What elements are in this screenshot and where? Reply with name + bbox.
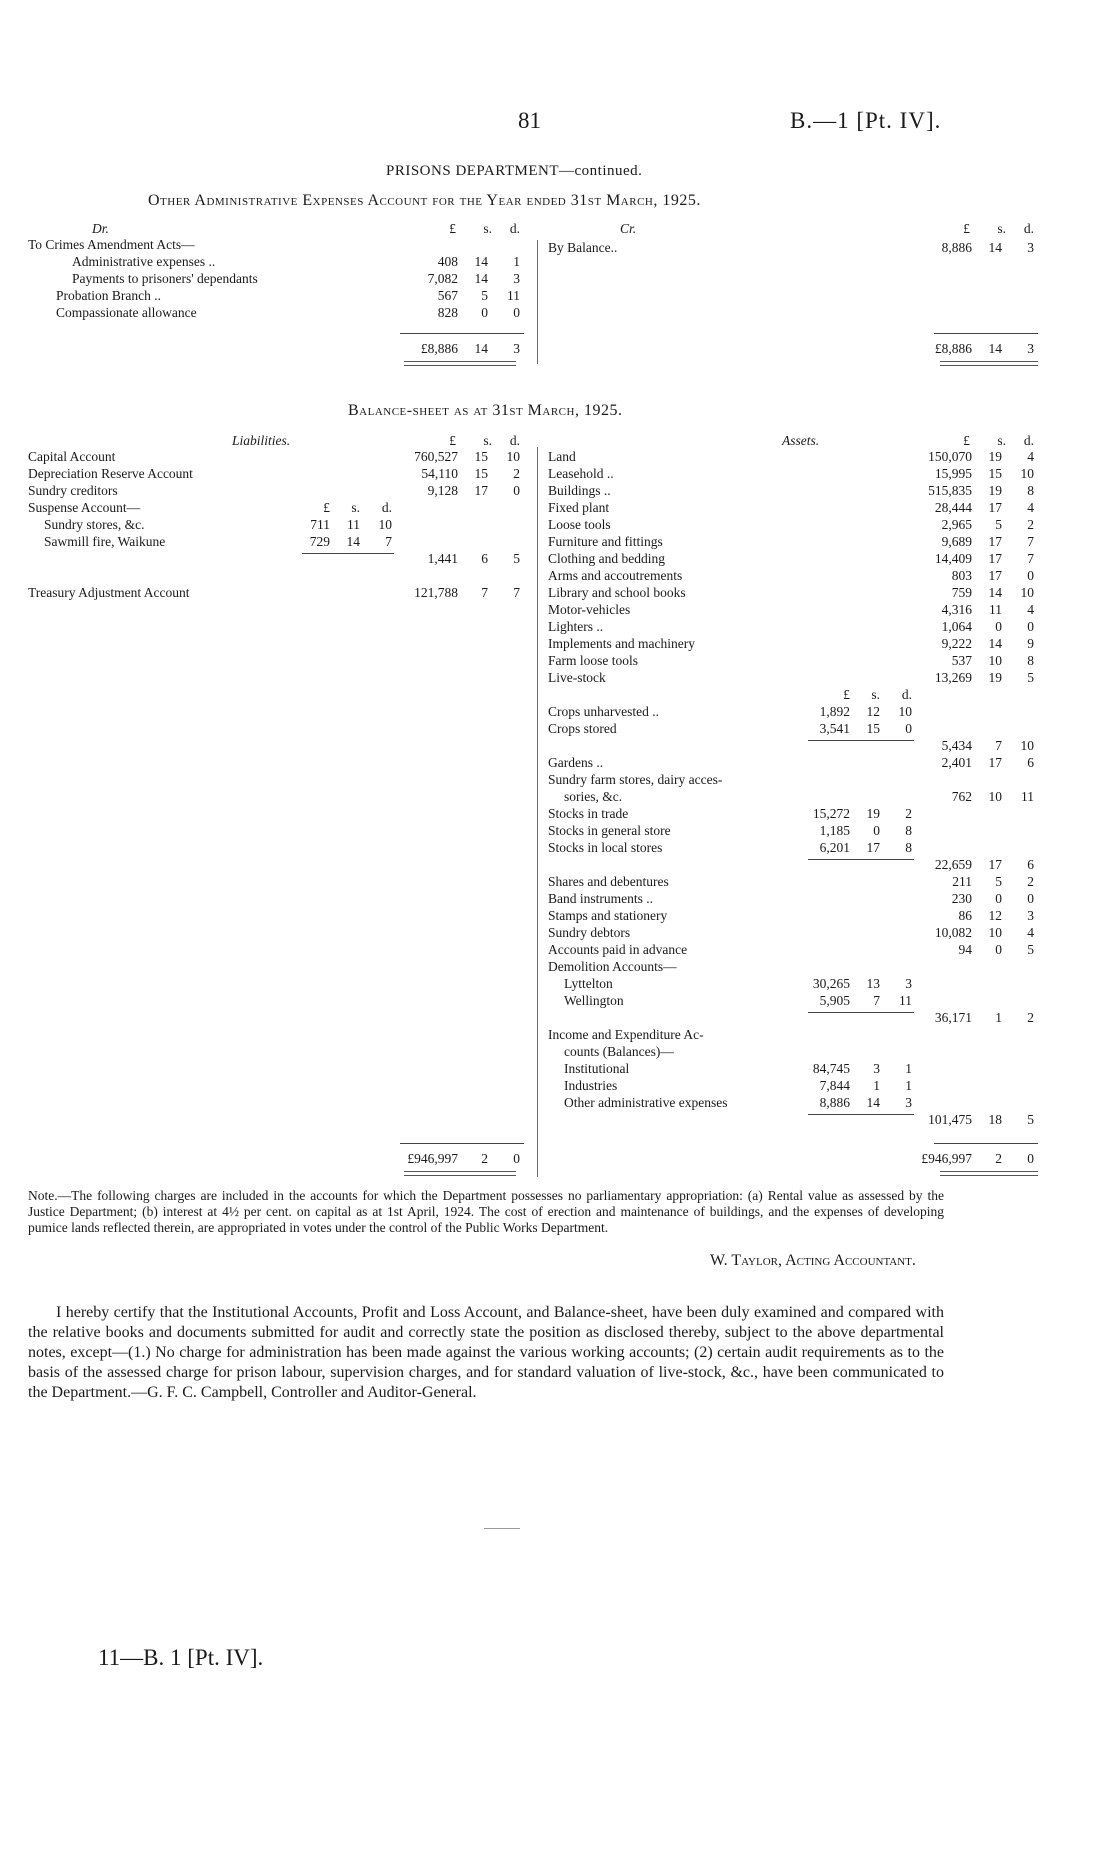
asset-pounds: 1,064 — [941, 619, 972, 634]
dr-col-s: s. — [483, 221, 492, 236]
asset-label: Loose tools — [548, 517, 611, 532]
asset-shillings: 0 — [995, 891, 1002, 906]
asset-shillings: 15 — [988, 466, 1002, 481]
dr-row-shillings: 14 — [474, 271, 488, 286]
cr-total-pounds: £8,886 — [934, 341, 972, 356]
asset-inner-pence: 11 — [899, 993, 912, 1008]
liability-pence: 7 — [513, 585, 520, 600]
document-reference: B.—1 [Pt. IV]. — [790, 108, 942, 133]
liability-inner-pence: d. — [381, 500, 392, 515]
dr-row-label: Probation Branch .. — [56, 288, 161, 303]
asset-label: Accounts paid in advance — [548, 942, 688, 957]
liab-col-s: s. — [483, 433, 492, 448]
asset-pence: 5 — [1027, 670, 1034, 685]
liability-label: Capital Account — [28, 449, 116, 464]
asset-label: Implements and machinery — [548, 636, 695, 651]
asset-total-top-rule — [934, 1143, 1038, 1144]
liability-pounds: 1,441 — [427, 551, 458, 566]
asset-label: Gardens .. — [548, 755, 604, 770]
asset-inner-pounds: 7,844 — [819, 1078, 850, 1093]
assets-label: Assets. — [782, 433, 820, 448]
asset-pence: 4 — [1027, 602, 1034, 617]
dr-total-double-rule — [404, 365, 516, 366]
department-title: PRISONS DEPARTMENT—continued. — [386, 163, 643, 179]
asset-label: Shares and debentures — [548, 874, 669, 889]
asset-label: Live-stock — [548, 670, 606, 685]
cr-row-pounds: 8,886 — [941, 240, 972, 255]
dr-row-pence: 1 — [513, 254, 520, 269]
dr-row-pounds: 7,082 — [427, 271, 458, 286]
asset-label: Stocks in trade — [548, 806, 629, 821]
asset-pence: 7 — [1027, 551, 1034, 566]
asset-label: Income and Expenditure Ac- — [548, 1027, 704, 1042]
asset-label: Crops stored — [548, 721, 617, 736]
asset-shillings: 19 — [988, 483, 1002, 498]
asset-pounds: 537 — [951, 653, 972, 668]
asset-pence: 6 — [1027, 857, 1034, 872]
asset-pounds: 230 — [951, 891, 972, 906]
asset-shillings: 10 — [988, 925, 1002, 940]
asset-inner-shillings: 0 — [873, 823, 880, 838]
asset-pence: 8 — [1027, 483, 1034, 498]
asset-shillings: 18 — [988, 1112, 1002, 1127]
cr-total-top-rule — [934, 333, 1038, 334]
liabilities-total-pounds: £946,997 — [407, 1151, 458, 1166]
asset-pounds: 101,475 — [928, 1112, 972, 1127]
asset-pounds: 211 — [952, 874, 972, 889]
asset-pounds: 86 — [958, 908, 972, 923]
liability-pounds: 9,128 — [427, 483, 458, 498]
liability-inner-shillings: 14 — [346, 534, 360, 549]
asset-inner-shillings: 7 — [873, 993, 880, 1008]
liabilities-total-shillings: 2 — [481, 1151, 488, 1166]
asset-subtotal-rule — [808, 1114, 914, 1115]
asset-subtotal-rule — [808, 740, 914, 741]
liab-total-top-rule — [400, 1143, 524, 1144]
asset-label: counts (Balances)— — [564, 1044, 674, 1059]
asset-inner-pence: 8 — [905, 840, 912, 855]
asset-label: Stocks in general store — [548, 823, 671, 838]
asset-pounds: 9,689 — [941, 534, 972, 549]
asset-pence: 0 — [1027, 568, 1034, 583]
audit-certificate: I hereby certify that the Institutional Accounts, Profit and Loss Account, and Balance-sheet, have been duly examined and compared with the relative books and documents submitted for audit and correctly state the position as disclosed thereby, subject to the above departmental notes, except—(1.) No charge for administration has been made against the various working accounts; (2) certain audit requirements as to the basis of the assessed charge for prison labour, supervision charges, and for standard valuation of live-stock, &c., have been communicated to the Department.—G. F. C. Campbell, Controller and Auditor-General. — [28, 1304, 944, 1401]
asset-pence: 6 — [1027, 755, 1034, 770]
asset-shillings: 10 — [988, 789, 1002, 804]
asset-pence: 4 — [1027, 449, 1034, 464]
account-divider — [537, 240, 538, 364]
liab-total-double-rule — [404, 1171, 516, 1172]
liability-inner-shillings: 11 — [347, 517, 360, 532]
cr-total-double-rule — [940, 365, 1038, 366]
cr-label: Cr. — [620, 221, 637, 236]
asset-pounds: 36,171 — [934, 1010, 972, 1025]
asset-pounds: 94 — [958, 942, 972, 957]
asset-inner-shillings: 3 — [873, 1061, 880, 1076]
asset-pounds: 13,269 — [934, 670, 972, 685]
asset-col-d: d. — [1023, 433, 1034, 448]
asset-label: Motor-vehicles — [548, 602, 631, 617]
asset-shillings: 17 — [988, 551, 1002, 566]
assets-total-pence: 0 — [1027, 1151, 1034, 1166]
asset-shillings: 1 — [995, 1010, 1002, 1025]
cr-col-d: d. — [1023, 221, 1034, 236]
asset-shillings: 0 — [995, 942, 1002, 957]
liability-pence: 5 — [513, 551, 520, 566]
asset-pounds: 2,965 — [941, 517, 972, 532]
asset-label: Sundry debtors — [548, 925, 631, 940]
liab-total-double-rule — [404, 1175, 516, 1176]
asset-shillings: 14 — [988, 636, 1002, 651]
asset-label: Institutional — [564, 1061, 630, 1076]
cr-row-pence: 3 — [1027, 240, 1034, 255]
note-paragraph: Note.—The following charges are included in the accounts for which the Department possesses no parliamentary appropriation: (a) Rental value as assessed by the Justice Department; (b) interest at 4½ per cent. on capital as at 1st April, 1924. The cost of erection and maintenance of buildings, and the expenses of developing pumice lands reflected therein, are appropriated in votes under the control of the Public Works Department. — [28, 1188, 944, 1235]
asset-label: Library and school books — [548, 585, 686, 600]
asset-inner-pence: 1 — [905, 1061, 912, 1076]
asset-label: Other administrative expenses — [564, 1095, 728, 1110]
liability-label: Treasury Adjustment Account — [28, 585, 190, 600]
asset-pence: 10 — [1020, 466, 1034, 481]
asset-pence: 5 — [1027, 942, 1034, 957]
asset-inner-pence: 0 — [905, 721, 912, 736]
asset-shillings: 17 — [988, 534, 1002, 549]
dr-total-top-rule — [400, 333, 524, 334]
dr-total-pence: 3 — [513, 341, 520, 356]
asset-label: Leasehold .. — [548, 466, 614, 481]
dr-col-d: d. — [509, 221, 520, 236]
asset-col-s: s. — [997, 433, 1006, 448]
cr-col-pound: £ — [963, 221, 970, 236]
asset-shillings: 0 — [995, 619, 1002, 634]
asset-label: Lyttelton — [564, 976, 613, 991]
asset-shillings: 19 — [988, 670, 1002, 685]
asset-label: Stocks in local stores — [548, 840, 663, 855]
asset-label: Furniture and fittings — [548, 534, 663, 549]
asset-inner-shillings: 1 — [873, 1078, 880, 1093]
asset-inner-shillings: 14 — [866, 1095, 880, 1110]
asset-pence: 2 — [1027, 874, 1034, 889]
assets-total-shillings: 2 — [995, 1151, 1002, 1166]
asset-inner-pounds: 3,541 — [819, 721, 850, 736]
asset-inner-shillings: 13 — [866, 976, 880, 991]
liab-col-pound: £ — [449, 433, 456, 448]
asset-pence: 4 — [1027, 500, 1034, 515]
asset-inner-pence: 8 — [905, 823, 912, 838]
liability-pounds: 121,788 — [414, 585, 458, 600]
asset-inner-shillings: 15 — [866, 721, 880, 736]
liability-label: Sawmill fire, Waikune — [44, 534, 166, 549]
liability-inner-pounds: £ — [323, 500, 330, 515]
asset-label: Demolition Accounts— — [548, 959, 677, 974]
asset-pounds: 515,835 — [928, 483, 972, 498]
asset-inner-pence: 3 — [905, 1095, 912, 1110]
asset-pounds: 10,082 — [934, 925, 972, 940]
asset-pence: 2 — [1027, 1010, 1034, 1025]
dr-total-pounds: £8,886 — [420, 341, 458, 356]
asset-inner-pounds: 15,272 — [812, 806, 850, 821]
assets-total-pounds: £946,997 — [921, 1151, 972, 1166]
asset-shillings: 14 — [988, 585, 1002, 600]
asset-pence: 10 — [1020, 738, 1034, 753]
dr-total-shillings: 14 — [474, 341, 488, 356]
liabilities-label: Liabilities. — [232, 433, 291, 448]
asset-label: Stamps and stationery — [548, 908, 668, 923]
dr-row-pounds: 567 — [437, 288, 458, 303]
asset-label: Clothing and bedding — [548, 551, 665, 566]
asset-inner-shillings: s. — [871, 687, 880, 702]
dr-row-pence: 0 — [513, 305, 520, 320]
asset-pence: 7 — [1027, 534, 1034, 549]
cr-total-pence: 3 — [1027, 341, 1034, 356]
asset-shillings: 19 — [988, 449, 1002, 464]
asset-shillings: 12 — [988, 908, 1002, 923]
asset-pounds: 803 — [951, 568, 972, 583]
asset-shillings: 7 — [995, 738, 1002, 753]
liability-shillings: 17 — [474, 483, 488, 498]
asset-total-double-rule — [940, 1171, 1038, 1172]
asset-inner-pence: d. — [901, 687, 912, 702]
asset-pounds: 2,401 — [941, 755, 972, 770]
dr-row-pounds: 408 — [437, 254, 458, 269]
asset-inner-pounds: 84,745 — [812, 1061, 850, 1076]
dr-total-double-rule — [404, 361, 516, 362]
dr-row-shillings: 5 — [481, 288, 488, 303]
asset-pounds: 150,070 — [928, 449, 972, 464]
liability-shillings: 15 — [474, 449, 488, 464]
liability-inner-pence: 7 — [385, 534, 392, 549]
asset-shillings: 17 — [988, 857, 1002, 872]
asset-pence: 4 — [1027, 925, 1034, 940]
dr-label: Dr. — [92, 221, 109, 236]
dr-col-pound: £ — [449, 221, 456, 236]
asset-inner-pounds: 8,886 — [819, 1095, 850, 1110]
asset-label: Land — [548, 449, 576, 464]
cr-row-label: By Balance.. — [548, 240, 618, 255]
asset-pounds: 14,409 — [934, 551, 972, 566]
asset-label: Buildings .. — [548, 483, 611, 498]
asset-inner-pounds: 30,265 — [812, 976, 850, 991]
asset-inner-pence: 3 — [905, 976, 912, 991]
footer-reference: 11—B. 1 [Pt. IV]. — [98, 1645, 264, 1670]
asset-shillings: 11 — [989, 602, 1002, 617]
asset-shillings: 10 — [988, 653, 1002, 668]
asset-pounds: 5,434 — [941, 738, 972, 753]
asset-pounds: 9,222 — [941, 636, 972, 651]
asset-label: Band instruments .. — [548, 891, 653, 906]
asset-inner-shillings: 19 — [866, 806, 880, 821]
asset-total-double-rule — [940, 1175, 1038, 1176]
dr-row-label: Compassionate allowance — [56, 305, 197, 320]
cr-col-s: s. — [997, 221, 1006, 236]
asset-inner-pounds: 1,185 — [819, 823, 850, 838]
dr-row-label: To Crimes Amendment Acts— — [28, 237, 195, 252]
asset-shillings: 17 — [988, 755, 1002, 770]
asset-pounds: 28,444 — [934, 500, 972, 515]
asset-pence: 0 — [1027, 619, 1034, 634]
asset-label: Farm loose tools — [548, 653, 638, 668]
asset-pence: 11 — [1021, 789, 1034, 804]
page-number: 81 — [518, 108, 541, 133]
asset-label: Industries — [564, 1078, 618, 1093]
asset-label: Fixed plant — [548, 500, 610, 515]
asset-shillings: 17 — [988, 500, 1002, 515]
asset-label: Arms and accoutrements — [548, 568, 683, 583]
dr-row-shillings: 0 — [481, 305, 488, 320]
asset-pence: 5 — [1027, 1112, 1034, 1127]
liability-inner-pounds: 729 — [309, 534, 330, 549]
liability-pounds: 760,527 — [414, 449, 458, 464]
suspense-subtotal-rule — [302, 553, 394, 554]
liability-pence: 10 — [506, 449, 520, 464]
dr-row-pence: 3 — [513, 271, 520, 286]
asset-inner-pounds: 5,905 — [819, 993, 850, 1008]
asset-col-pound: £ — [963, 433, 970, 448]
liability-inner-pounds: 711 — [310, 517, 330, 532]
balance-sheet-divider — [537, 447, 538, 1177]
asset-label: Lighters .. — [548, 619, 604, 634]
asset-pounds: 759 — [951, 585, 972, 600]
asset-inner-pence: 1 — [905, 1078, 912, 1093]
asset-shillings: 17 — [988, 568, 1002, 583]
closing-rule — [484, 1528, 520, 1529]
liability-shillings: 7 — [481, 585, 488, 600]
liability-label: Depreciation Reserve Account — [28, 466, 193, 481]
asset-inner-pence: 2 — [905, 806, 912, 821]
cr-row-shillings: 14 — [988, 240, 1002, 255]
asset-pence: 9 — [1027, 636, 1034, 651]
liability-shillings: 15 — [474, 466, 488, 481]
asset-inner-pounds: 6,201 — [819, 840, 850, 855]
other-admin-title: Other Administrative Expenses Account for the Year ended 31st March, 1925. — [148, 192, 701, 209]
asset-label: sories, &c. — [564, 789, 623, 804]
liab-col-d: d. — [509, 433, 520, 448]
dr-row-pounds: 828 — [437, 305, 458, 320]
cr-total-shillings: 14 — [988, 341, 1002, 356]
asset-inner-shillings: 12 — [866, 704, 880, 719]
liability-pence: 0 — [513, 483, 520, 498]
liability-pounds: 54,110 — [421, 466, 458, 481]
asset-pounds: 15,995 — [934, 466, 972, 481]
asset-label: Wellington — [564, 993, 624, 1008]
liabilities-total-pence: 0 — [513, 1151, 520, 1166]
asset-pence: 2 — [1027, 517, 1034, 532]
asset-inner-pence: 10 — [898, 704, 912, 719]
balance-sheet-title: Balance-sheet as at 31st March, 1925. — [348, 402, 623, 419]
asset-pence: 0 — [1027, 891, 1034, 906]
liability-inner-pence: 10 — [378, 517, 392, 532]
dr-row-shillings: 14 — [474, 254, 488, 269]
asset-inner-pounds: £ — [843, 687, 850, 702]
asset-pence: 3 — [1027, 908, 1034, 923]
asset-subtotal-rule — [808, 1012, 914, 1013]
asset-pounds: 4,316 — [941, 602, 972, 617]
asset-label: Crops unharvested .. — [548, 704, 659, 719]
cr-total-double-rule — [940, 361, 1038, 362]
dr-row-label: Administrative expenses .. — [72, 254, 216, 269]
asset-shillings: 5 — [995, 517, 1002, 532]
dr-row-label: Payments to prisoners' dependants — [72, 271, 258, 286]
note-signature: W. Taylor, Acting Accountant. — [710, 1252, 916, 1269]
liability-label: Sundry creditors — [28, 483, 118, 498]
asset-inner-shillings: 17 — [866, 840, 880, 855]
asset-label: Sundry farm stores, dairy acces- — [548, 772, 723, 787]
asset-pounds: 22,659 — [934, 857, 972, 872]
liability-inner-shillings: s. — [351, 500, 360, 515]
liability-pence: 2 — [513, 466, 520, 481]
dr-row-pence: 11 — [507, 288, 520, 303]
asset-subtotal-rule — [808, 859, 914, 860]
asset-pence: 10 — [1020, 585, 1034, 600]
asset-shillings: 5 — [995, 874, 1002, 889]
asset-pence: 8 — [1027, 653, 1034, 668]
liability-label: Suspense Account— — [28, 500, 141, 515]
asset-pounds: 762 — [951, 789, 972, 804]
asset-inner-pounds: 1,892 — [819, 704, 850, 719]
liability-label: Sundry stores, &c. — [44, 517, 145, 532]
liability-shillings: 6 — [481, 551, 488, 566]
